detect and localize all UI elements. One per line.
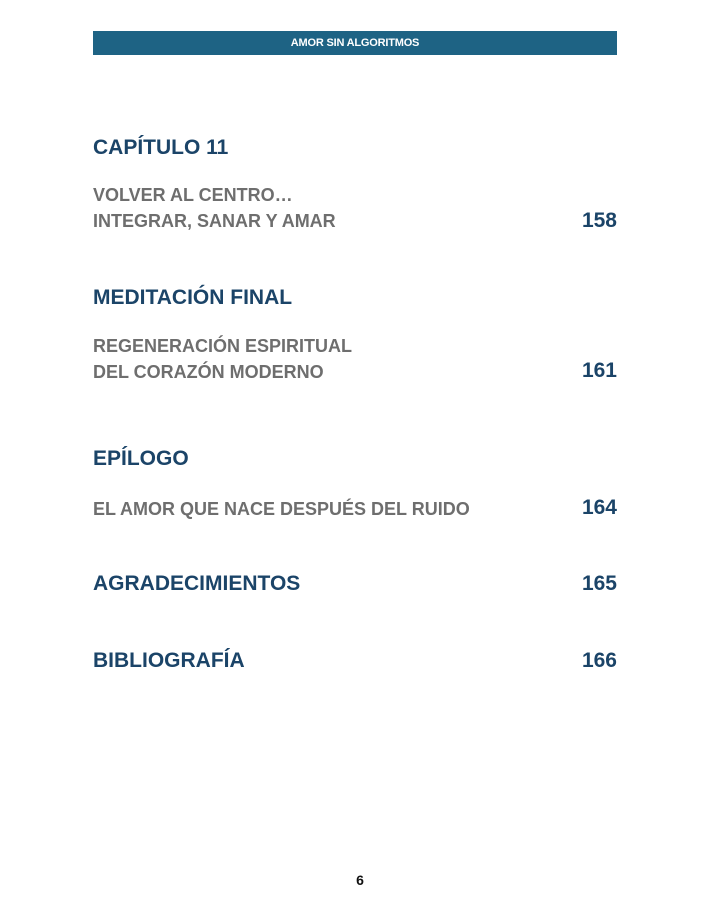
toc-subtitle-line: REGENERACIÓN ESPIRITUAL [93, 336, 353, 356]
toc-heading: MEDITACIÓN FINAL [93, 286, 293, 309]
toc-entry-epilogue[interactable] [93, 447, 617, 522]
toc-page-number: 164 [581, 496, 617, 519]
toc-entry-bibliography[interactable] [93, 649, 617, 673]
toc-heading: EPÍLOGO [93, 447, 189, 470]
toc-entry-acknowledgements[interactable] [93, 572, 617, 596]
toc-page-number: 161 [581, 359, 617, 382]
toc-page-number: 166 [581, 649, 617, 672]
toc-subtitle-line: VOLVER AL CENTRO… [93, 185, 293, 205]
toc-subtitle-line: DEL CORAZÓN MODERNO [93, 362, 324, 382]
toc-subtitle-line: EL AMOR QUE NACE DESPUÉS DEL RUIDO [93, 499, 470, 519]
toc-heading: AGRADECIMIENTOS [93, 572, 301, 595]
toc-entry-meditation[interactable] [93, 286, 617, 385]
toc-heading: CAPÍTULO 11 [93, 136, 229, 159]
toc-heading: BIBLIOGRAFÍA [93, 649, 245, 672]
running-header: AMOR SIN ALGORITMOS [93, 31, 617, 55]
toc-entry-chapter-11[interactable] [93, 136, 617, 234]
toc-subtitle-line: INTEGRAR, SANAR Y AMAR [93, 211, 336, 231]
page-number: 6 [356, 872, 364, 888]
toc-page-number: 165 [581, 572, 617, 595]
toc-page-number: 158 [581, 209, 617, 232]
